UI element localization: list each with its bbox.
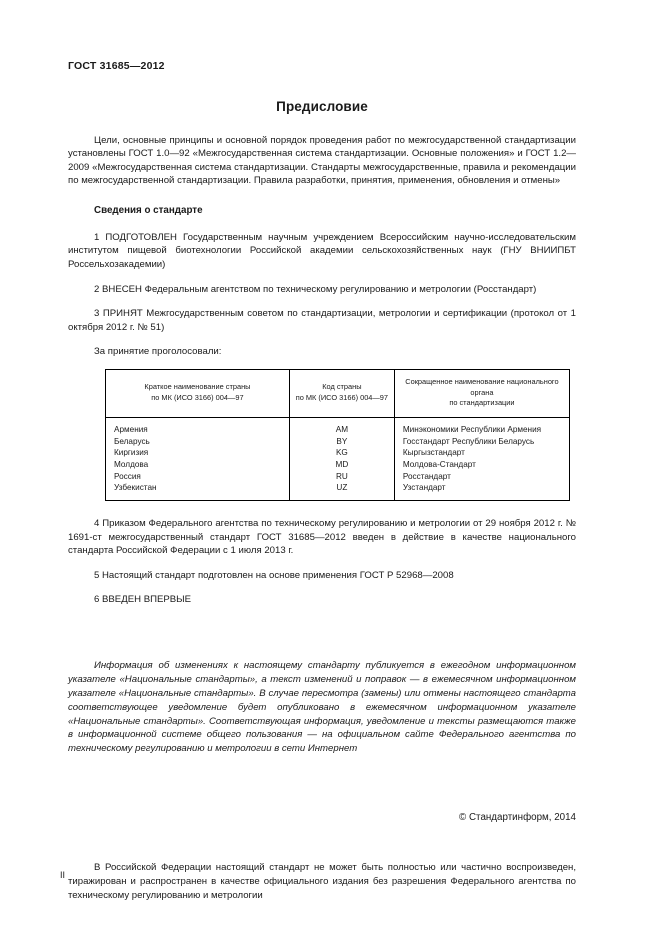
table-row [106, 482, 570, 500]
table-row [106, 418, 570, 436]
column-header-country-line1: Краткое наименование страны [144, 382, 251, 392]
cell-country: Армения [106, 418, 290, 436]
cell-authority: Кыргызстандарт [394, 447, 569, 459]
cell-authority: Узстандарт [394, 482, 569, 500]
amendment-notice-block [68, 659, 576, 756]
cell-country: Узбекистан [106, 482, 290, 500]
country-table-body [106, 418, 570, 501]
page-content [68, 60, 576, 902]
copyright-line: © Стандартинформ, 2014 [459, 812, 576, 824]
column-header-code [289, 369, 394, 417]
cell-authority: Росстандарт [394, 471, 569, 483]
table-header-row [106, 369, 570, 417]
cell-code: RU [289, 471, 394, 483]
country-table-head [106, 369, 570, 417]
standard-info-item-6: 6 ВВЕДЕН ВПЕРВЫЕ [94, 594, 192, 606]
column-header-authority-line1: Сокращенное наименование национального органа [405, 376, 559, 397]
intro-paragraph: Цели, основные принципы и основной порядок проведения работ по межгосударственной стандартизации установлены ГОСТ 1.0—92 «Межгосударственная система стандартизации. Основные положения» и ГОСТ 1.2—2009 «Межгосударственная система стандартизации. Стандарты межгосударственные, правила и рекомендации по межгосударственной стандартизации. Правила разработки, принятия, применения, обновления и отмены» [68, 134, 576, 187]
cell-authority: Молдова-Стандарт [394, 459, 569, 471]
standard-info-item-1: 1 ПОДГОТОВЛЕН Государственным научным учреждением Всероссийским научно-исследовательским институтом пищевой биотехнологии Российской академии сельскохозяйственных наук (ГНУ ВНИИПБТ Россельхозакадемии) [68, 231, 576, 270]
page-number: II [60, 870, 66, 880]
cell-code: MD [289, 459, 394, 471]
cell-code: UZ [289, 482, 394, 500]
running-head: ГОСТ 31685—2012 [68, 60, 165, 72]
column-header-code-line1: Код страны [322, 382, 362, 392]
cell-country: Россия [106, 471, 290, 483]
page-title: Предисловие [276, 98, 368, 114]
amendment-notice-text: Информация об изменениях к настоящему стандарту публикуется в ежегодном информационном указателе «Национальные стандарты», а текст изменений и поправок — в ежемесячном информационном указателе «Национальные стандарты». В случае пересмотра (замены) или отмены настоящего стандарта соответствующее уведомление будет опубликовано в ежемесячном информационном указателе «Национальные стандарты». Соответствующая информация, уведомление и тексты размещаются также в информационной системе общего пользования — на официальном сайте Федерального агентства по техническому регулированию и метрологии в сети Интернет [68, 659, 576, 755]
cell-country: Беларусь [106, 436, 290, 448]
column-header-code-line2: по МК (ИСО 3166) 004—97 [295, 392, 389, 402]
country-table-container [68, 369, 576, 501]
column-header-country-line2: по МК (ИСО 3166) 004—97 [151, 392, 244, 402]
cell-authority: Минэкономики Республики Армения [394, 418, 569, 436]
table-row [106, 459, 570, 471]
column-header-country [106, 369, 290, 417]
table-row [106, 447, 570, 459]
cell-country: Молдова [106, 459, 290, 471]
column-header-authority-line2: по стандартизации [449, 398, 515, 408]
standard-info-item-2: 2 ВНЕСЕН Федеральным агентством по техническому регулированию и метрологии (Росстандарт) [94, 283, 537, 295]
cell-country: Киргизия [106, 447, 290, 459]
standard-info-item-5: 5 Настоящий стандарт подготовлен на основе применения ГОСТ Р 52968—2008 [94, 569, 454, 581]
standard-info-item-3: 3 ПРИНЯТ Межгосударственным советом по стандартизации, метрологии и сертификации (протокол от 1 октября 2012 г. № 51) [68, 308, 576, 333]
table-row [106, 436, 570, 448]
standard-info-item-4: 4 Приказом Федерального агентства по техническому регулированию и метрологии от 29 ноября 2012 г. № 1691-ст межгосударственный стандарт ГОСТ 31685—2012 введен в действие в качестве национального стандарта Российской Федерации с 1 июля 2013 г. [68, 517, 576, 557]
cell-code: AM [289, 418, 394, 436]
cell-authority: Госстандарт Республики Беларусь [394, 436, 569, 448]
table-row [106, 471, 570, 483]
cell-code: KG [289, 447, 394, 459]
cell-code: BY [289, 436, 394, 448]
column-header-authority [394, 369, 569, 417]
standard-info-heading: Сведения о стандарте [94, 205, 203, 217]
reproduction-restriction-text: В Российской Федерации настоящий стандарт не может быть полностью или частично воспроизведен, тиражирован и распространен в качестве официального издания без разрешения Федерального агентства по техническому регулированию и метрологии [68, 862, 576, 901]
vote-lead-text: За принятие проголосовали: [94, 346, 222, 358]
country-table [105, 369, 570, 501]
